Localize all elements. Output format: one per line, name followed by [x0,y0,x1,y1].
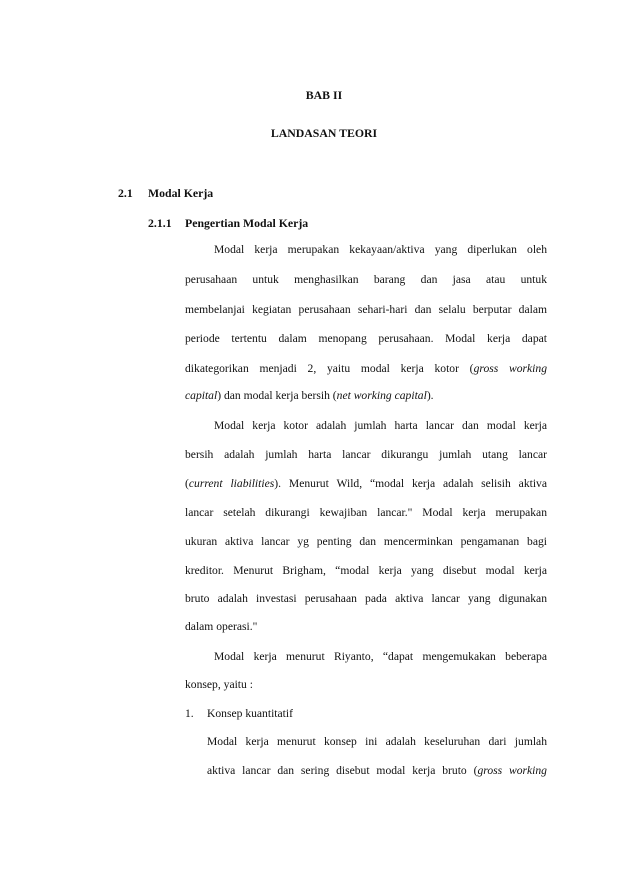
paragraph-line: perusahaan untuk menghasilkan barang dan jasa atau untuk [185,273,547,286]
text-run: aktiva lancar dan sering disebut modal kerja bruto ( [207,764,478,777]
chapter-title: LANDASAN TEORI [270,126,378,140]
subsection-title: Pengertian Modal Kerja [185,216,309,230]
paragraph-line [185,388,547,404]
paragraph-line: Modal kerja menurut konsep ini adalah keseluruhan dari jumlah [207,735,547,748]
section-number: 2.1 [118,186,133,200]
subsection-number: 2.1.1 [148,216,172,230]
section-heading [118,186,213,201]
italic-term: current liabilities [188,477,275,490]
paragraph-line: Modal kerja kotor adalah jumlah harta lancar dan modal kerja [214,419,547,432]
paragraph-line: Modal kerja menurut Riyanto, “dapat mengemukakan beberapa [214,650,547,663]
list-item-title: Konsep kuantitatif [207,707,293,720]
chapter-heading: BAB II [305,88,343,102]
text-run: ). [426,389,434,402]
section-title: Modal Kerja [148,186,214,200]
paragraph-line: ukuran aktiva lancar yg penting dan mencerminkan pengamanan bagi [185,535,547,548]
text-run: dikategorikan menjadi 2, yaitu modal kerja kotor ( [185,362,474,375]
paragraph-line: lancar setelah dikurangi kewajiban lancar." Modal kerja merupakan [185,506,547,519]
paragraph-line: membelanjai kegiatan perusahaan sehari-hari dan selalu berputar dalam [185,303,547,316]
list-item [185,706,293,722]
text-run: ( [185,477,189,490]
italic-term: gross working [473,362,547,375]
paragraph-line: kreditor. Menurut Brigham, “modal kerja yang disebut modal kerja [185,564,547,577]
subsection-heading [148,216,308,231]
text-run: ) dan modal kerja bersih ( [217,389,337,402]
paragraph-line [185,476,547,492]
paragraph-line: bruto adalah investasi perusahaan pada aktiva lancar yang digunakan [185,592,547,605]
paragraph-line [185,361,547,377]
text-run: ). Menurut Wild, “modal kerja adalah selisih aktiva [274,477,548,490]
italic-term: capital [185,389,218,402]
paragraph-line: Modal kerja merupakan kekayaan/aktiva yang diperlukan oleh [214,243,547,256]
italic-term: net working capital [336,389,427,402]
paragraph-line: periode tertentu dalam menopang perusahaan. Modal kerja dapat [185,332,547,345]
paragraph-line [207,763,547,779]
paragraph-line: dalam operasi." [185,620,258,633]
italic-term: gross working [477,764,547,777]
list-item-number: 1. [185,707,194,720]
paragraph-line: bersih adalah jumlah harta lancar dikurangu jumlah utang lancar [185,448,547,461]
paragraph-line: konsep, yaitu : [185,678,253,691]
